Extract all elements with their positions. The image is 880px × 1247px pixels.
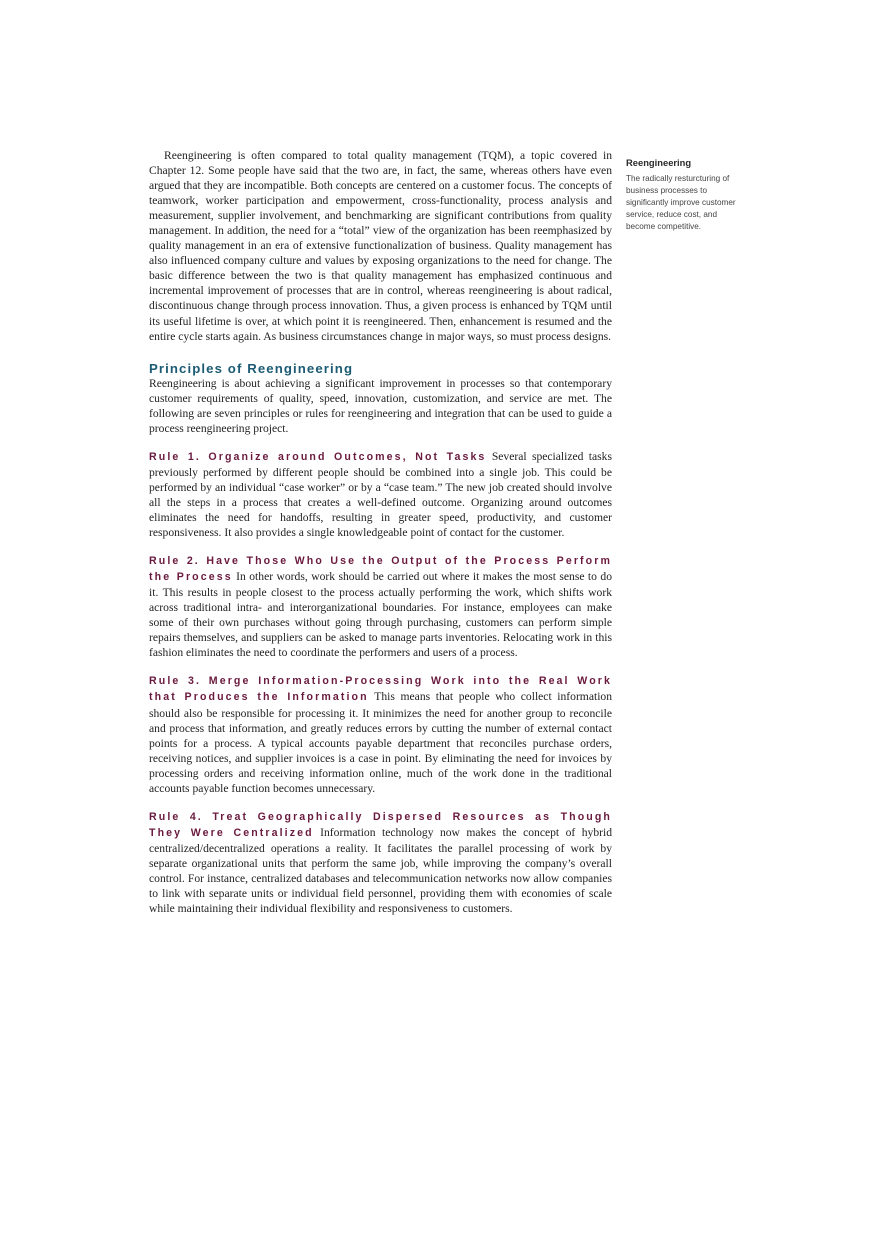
- rule-heading: Rule 4. Treat Geographically Dispersed Resources as Though They Were Centralized: [149, 810, 612, 839]
- margin-term: Reengineering: [626, 157, 692, 168]
- margin-definition-text: The radically resturcturing of business processes to significantly improve customer service, reduce cost, and become competitive.: [626, 174, 736, 231]
- rule-paragraph: [149, 809, 612, 916]
- rule-4: [149, 809, 612, 916]
- rule-paragraph: [149, 673, 612, 795]
- rule-heading: Rule 1. Organize around Outcomes, Not Tasks: [149, 450, 487, 463]
- rule-3: [149, 673, 612, 795]
- rule-heading: Rule 3. Merge Information-Processing Work into the Real Work that Produces the Information: [149, 675, 612, 704]
- rule-body: Several specialized tasks previously performed by different people should be combined into a single job. This could be performed by an individual “case worker” or by a “case team.” The new job created should involve all the steps in a process that creates a well-defined outcome. Organizing around outcomes eliminates the need for handoffs, resulting in greater speed, productivity, and customer responsiveness. It also provides a single knowledgeable point of contact for the customer.: [149, 449, 612, 540]
- rule-1: [149, 449, 612, 540]
- main-text-column: [149, 148, 612, 916]
- rule-paragraph: [149, 553, 612, 660]
- rule-body: Information technology now makes the concept of hybrid centralized/decentralized operations a reality. It facilitates the parallel processing of work by separate organizational units that perform the same job, while improving the company’s overall control. For instance, centralized databases and telecommunication networks now allow companies to link with separate units or individual field personnel, providing them with economies of scale while maintaining their individual flexibility and responsiveness to customers.: [149, 825, 613, 916]
- section-intro: Reengineering is about achieving a significant improvement in processes so that contemporary customer requirements of quality, speed, innovation, customization, and service are met. The following are seven principles or rules for reengineering and integration that can be used to guide a process reengineering project.: [149, 376, 612, 435]
- rule-heading: Rule 2. Have Those Who Use the Output of the Process Perform the Process: [149, 555, 612, 584]
- section-title: Principles of Reengineering: [149, 360, 354, 376]
- intro-paragraph: Reengineering is often compared to total quality management (TQM), a topic covered in Chapter 12. Some people have said that the two are, in fact, the same, whereas others have even argued that they are incompatible. Both concepts are centered on a customer focus. The concepts of teamwork, worker participation and empowerment, cross-functionality, process analysis and measurement, supplier involvement, and benchmarking are significant contributions from quality management. In addition, the need for a “total” view of the organization has been reemphasized by quality management in an era of extensive functionalization of business. Quality management has also influenced company culture and values by exposing organizations to the need for change. The basic difference between the two is that quality management has emphasized continuous and incremental improvement of processes that are in control, whereas reengineering is about radical, discontinuous change through process innovation. Thus, a given process is enhanced by TQM until its useful lifetime is over, at which point it is reengineered. Then, enhancement is resumed and the entire cycle starts again. As business circumstances change in major ways, so must process designs.: [149, 149, 612, 343]
- rule-2: [149, 553, 612, 660]
- rule-paragraph: [149, 449, 612, 540]
- margin-definition: [626, 157, 746, 233]
- rule-body: In other words, work should be carried out where it makes the most sense to do it. This results in people closest to the process actually performing the work, which shifts work across traditional intra- and interorganizational boundaries. For instance, employees can make some of their own purchases without going through purchasing, customers can perform simple repairs themselves, and suppliers can be asked to manage parts inventories. Relocating work in this fashion eliminates the need to coordinate the performers and users of a process.: [149, 570, 612, 660]
- rule-body: This means that people who collect information should also be responsible for processing it. It minimizes the need for another group to reconcile and process that information, and greatly reduces errors by cutting the number of external contact points for a process. A typical accounts payable department that reconciles purchase orders, receiving notices, and supplier invoices is a case in point. By eliminating the need for invoices by processing orders and receiving information online, much of the work done in the traditional accounts payable function becomes unnecessary.: [149, 690, 613, 795]
